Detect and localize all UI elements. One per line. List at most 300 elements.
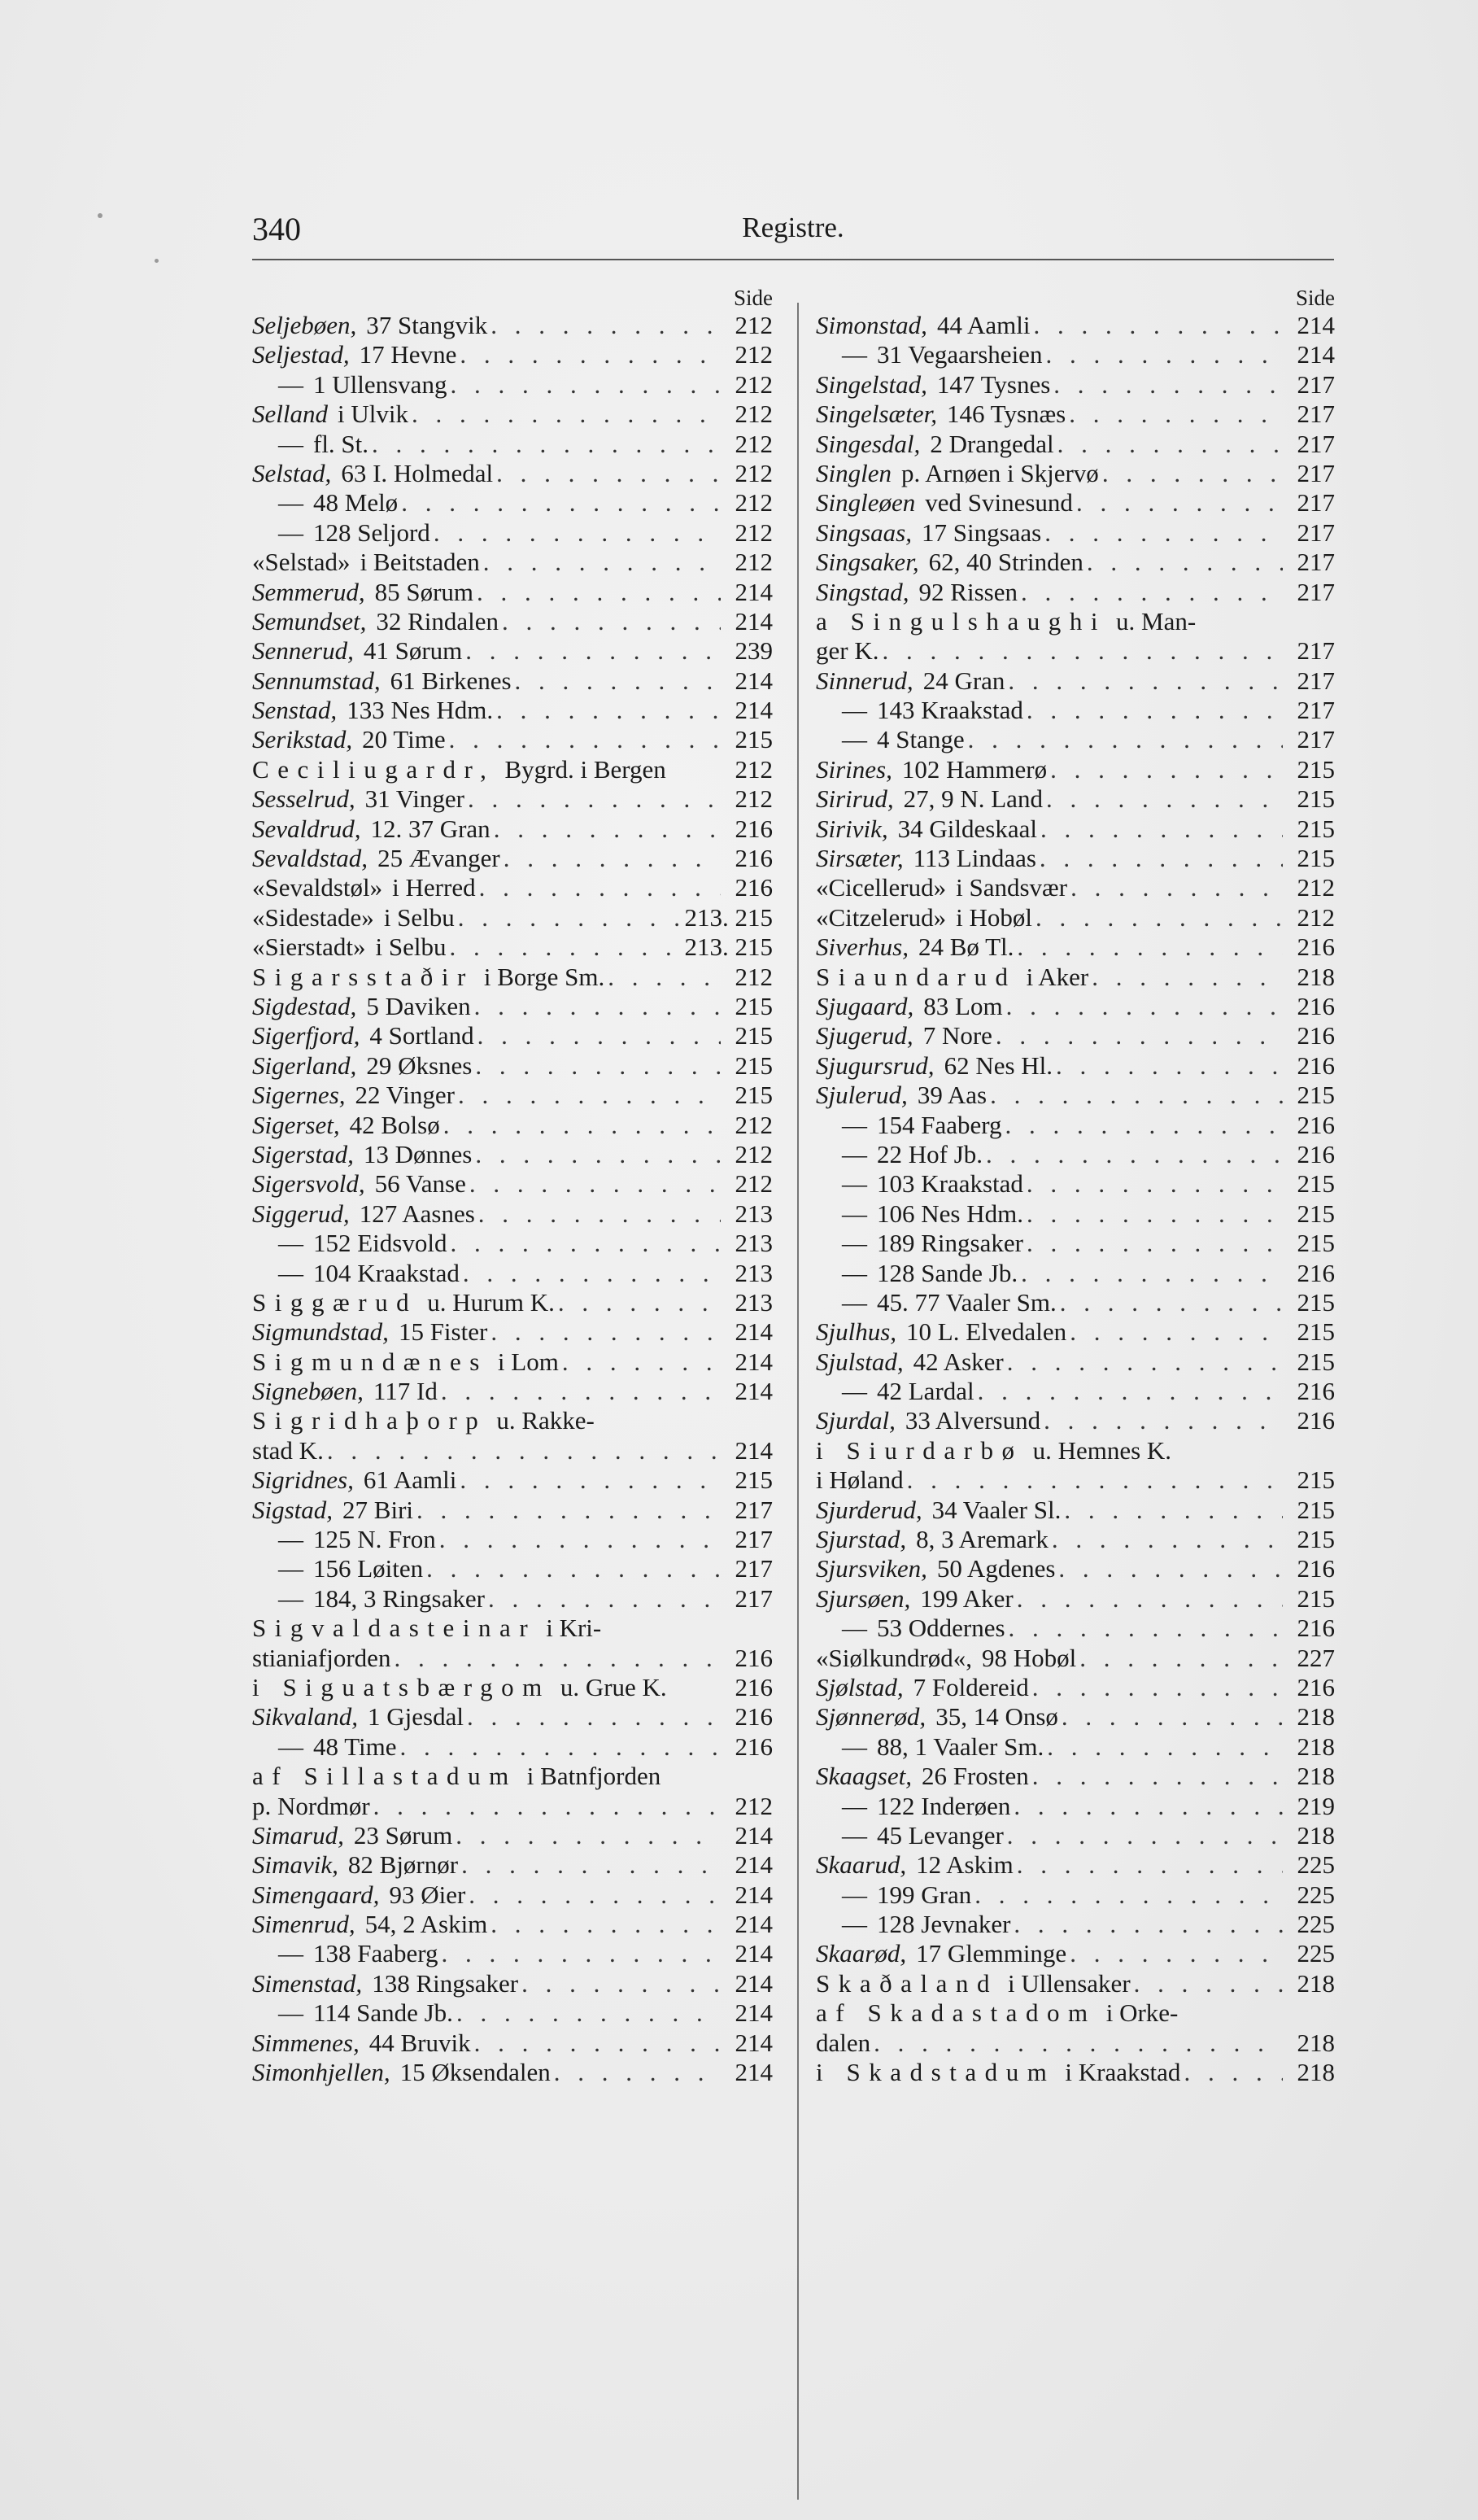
index-entry [252,1229,773,1258]
entry-name: Sigarsstaðir [252,962,474,991]
index-entry [252,784,773,814]
entry-description: 88, 1 Vaaler Sm. [877,1732,1044,1761]
index-entry [252,548,773,577]
entry-name: — [842,1199,867,1228]
page-reference: 217 [1297,725,1335,754]
page-reference: 215 [1297,1317,1335,1347]
page-reference: 215 [1297,1081,1335,1110]
index-entry [252,963,773,992]
entry-name: Siggerud, [252,1199,350,1228]
entry-description: 92 Rissen [918,577,1018,606]
index-entry [252,1317,773,1347]
leader-dots [554,2058,721,2087]
index-entry [816,430,1335,459]
entry-name: Sirsæter, [816,844,904,873]
page-reference: 216 [1297,932,1335,962]
page-reference: 215 [1297,754,1335,784]
entry-name: — [842,1258,867,1287]
page-header [252,210,1334,247]
leader-dots [449,932,681,962]
leader-dots [477,1021,721,1050]
page-reference: 225 [1297,1850,1335,1880]
leader-dots [1040,844,1283,873]
leader-dots [496,696,721,725]
index-entry [816,1762,1335,1791]
leader-dots [1005,1111,1283,1140]
index-entry [816,518,1335,548]
index-entry [816,1169,1335,1199]
page-reference: 218 [1297,1732,1335,1761]
index-entry [816,1939,1335,1968]
entry-description: 98 Hobøl [982,1643,1077,1672]
index-entry [816,1732,1335,1762]
entry-name: — [842,1910,867,1939]
page-reference: 212 [735,548,773,577]
page-reference: 215 [1297,1229,1335,1258]
leader-dots [1033,311,1283,340]
index-entry [816,1496,1335,1525]
leader-dots [475,1051,721,1081]
entry-name: — [842,1614,867,1643]
page-reference: 217 [735,1554,773,1583]
entry-name: — [842,1287,867,1317]
entry-name: Siverhus, [816,932,909,962]
entry-name: Simonhjellen, [252,2058,390,2087]
entry-name: Simavik, [252,1850,338,1880]
page-reference: 214 [1297,340,1335,369]
entry-name: Sigstad, [252,1495,334,1524]
index-entry [252,1465,773,1495]
leader-dots [1040,815,1283,844]
page-reference: 239 [735,636,773,666]
index-entry [816,1436,1335,1465]
entry-description: 24 Gran [922,666,1005,695]
entry-description: 199 Aker [920,1583,1014,1613]
leader-dots [504,844,721,873]
leader-dots [474,992,721,1021]
leader-dots [1060,1288,1283,1317]
entry-name: Simonstad, [816,311,927,339]
entry-description: 44 Aamli [936,311,1031,339]
index-entry [816,340,1335,369]
leader-dots [488,1584,721,1614]
entry-description: 42 Lardal [877,1377,974,1406]
entry-description: 45. 77 Vaaler Sm. [877,1287,1057,1317]
leader-dots [1070,1939,1283,1968]
page-reference: 215 [735,1465,773,1495]
entry-description: p. Arnøen i Skjervø [901,458,1099,487]
right-column [816,285,1335,2087]
index-entry [252,1762,773,1791]
leader-dots [1006,992,1283,1021]
index-entry [252,1021,773,1050]
index-entry [252,1792,773,1821]
page-reference: 217 [1297,400,1335,429]
page-speck [98,213,102,218]
entry-name: Simenrud, [252,1910,355,1939]
entry-name: Sesselrud, [252,784,355,814]
leader-dots [450,1229,721,1258]
entry-description: 15 Fister [398,1317,488,1347]
leader-dots [1032,1673,1283,1702]
entry-name: Simmenes, [252,2028,360,2057]
leader-dots [449,725,721,754]
entry-name: Sigdestad, [252,991,357,1020]
left-column [252,285,773,2087]
entry-description: 12. 37 Gran [370,814,490,843]
leader-dots [400,1732,721,1762]
page-reference: 216 [1297,1554,1335,1583]
page-reference: 218 [1297,2028,1335,2057]
entry-description: 48 Melø [313,488,399,518]
entry-name: — [278,369,303,399]
index-entry [816,1377,1335,1406]
index-entry [816,1821,1335,1850]
leader-dots [974,1880,1283,1910]
entry-description: 102 Hammerø [901,754,1048,784]
index-entry [252,340,773,369]
entry-name: Sjursøen, [816,1583,911,1613]
entry-description: 138 Faaberg [313,1939,438,1968]
entry-name: Semmerud, [252,577,365,606]
entry-name: — [278,1939,303,1968]
index-entry [252,1554,773,1583]
page-reference: 217 [1297,488,1335,518]
index-entry [816,1584,1335,1614]
entry-description: 113 Lindaas [913,844,1036,873]
entry-name: — [278,1229,303,1258]
entry-description: 156 Løiten [313,1554,424,1583]
entry-name: — [278,1258,303,1287]
entry-description: 143 Kraakstad [877,696,1023,725]
entry-name: Sigerset, [252,1110,340,1139]
leader-dots [968,725,1283,754]
index-entry [816,873,1335,902]
index-entry [816,2029,1335,2058]
index-entry [816,666,1335,696]
leader-dots [1058,1554,1283,1583]
entry-description: 56 Vanse [374,1169,466,1199]
entry-description: 125 N. Fron [313,1525,436,1554]
entry-name: «Siølkundrød«, [816,1643,973,1672]
right-entry-list [816,311,1335,2087]
index-entry [816,1614,1335,1643]
index-entry [816,1406,1335,1435]
page-reference: 214 [735,1435,773,1465]
index-entry [252,1702,773,1732]
entry-description: 82 Bjørnør [347,1850,459,1880]
entry-name: Sjurstad, [816,1525,907,1554]
page-reference: 213 [735,1229,773,1258]
entry-name: Sjurderud, [816,1495,922,1524]
entry-name: Simengaard, [252,1880,380,1909]
page-reference: 214 [735,1968,773,1998]
entry-name: — [278,1732,303,1761]
page-reference: 212 [735,754,773,784]
entry-name: — [842,1880,867,1909]
page-reference: 216 [1297,1672,1335,1701]
entry-name: i Skadstadum [816,2058,1056,2087]
entry-name: — [278,1525,303,1554]
entry-name: Sigerland, [252,1050,357,1080]
entry-name: Sjursviken, [816,1554,927,1583]
page-reference: 215 [735,1081,773,1110]
index-entry [252,1673,773,1702]
entry-name: Sjugerud, [816,1021,913,1050]
page-reference: 215 [1297,1495,1335,1524]
index-entry [252,815,773,844]
index-entry [252,1259,773,1288]
entry-name: Siaundarud [816,962,1017,991]
index-entry [252,1614,773,1643]
index-entry [252,725,773,754]
index-entry [252,1584,773,1614]
index-entry [816,1081,1335,1110]
entry-description: 33 Alversund [905,1406,1041,1435]
index-entry [252,488,773,518]
page-reference: 216 [735,1672,773,1701]
entry-description: u. Hemnes K. [1032,1435,1172,1465]
entry-description: 39 Aas [917,1081,988,1110]
entry-name: — [278,518,303,547]
left-column-heading: Side [733,286,773,310]
leader-dots [327,1436,721,1465]
entry-name: Sjulerud, [816,1081,908,1110]
leader-dots [882,636,1283,666]
entry-name: a Singulshaughi [816,606,1107,635]
leader-dots [996,1021,1283,1050]
index-entry [252,311,773,340]
entry-name: Sennumstad, [252,666,381,695]
entry-description: i Kri- [546,1614,602,1643]
leader-dots [502,607,721,636]
entry-description: stianiafjorden [252,1643,391,1672]
page-reference: 218 [1297,1762,1335,1791]
entry-description: dalen [816,2028,871,2057]
page-reference: 216 [1297,1021,1335,1050]
entry-description: 1 Gjesdal [368,1702,464,1732]
entry-description: 83 Lom [923,991,1003,1020]
leader-dots [1021,578,1283,607]
entry-description: 63 I. Holmedal [341,458,494,487]
entry-name: — [278,429,303,458]
page-reference: 215 [1297,784,1335,814]
page-reference: 214 [735,1377,773,1406]
index-entry [252,459,773,488]
page-reference: 215 [1297,1525,1335,1554]
entry-name: Sigersvold, [252,1169,365,1199]
index-entry [816,903,1335,932]
index-entry [816,1140,1335,1169]
leader-dots [1102,459,1283,488]
entry-name: Sikvaland, [252,1702,358,1732]
entry-name: Siggærud [252,1287,418,1317]
entry-description: 12 Askim [916,1850,1014,1880]
leader-dots [990,1081,1283,1110]
entry-description: 34 Vaaler Sl. [931,1495,1062,1524]
entry-description: 138 Ringsaker [372,1968,519,1998]
leader-dots [401,488,721,518]
page-reference: 217 [1297,458,1335,487]
entry-description: 7 Nore [922,1021,992,1050]
page-reference: 217 [1297,518,1335,547]
leader-dots [1044,1406,1283,1435]
page-reference: 214 [735,2058,773,2087]
index-entry [816,2058,1335,2087]
page-reference: 215 [735,991,773,1020]
page-reference: 216 [735,1643,773,1672]
page-reference: 218 [1297,1820,1335,1850]
page-reference: 214 [735,1998,773,2028]
page-reference: 225 [1297,1939,1335,1968]
leader-dots [1044,518,1283,548]
index-entry [816,1111,1335,1140]
leader-dots [1079,1644,1283,1673]
page-reference: 212 [735,400,773,429]
entry-name: — [278,1583,303,1613]
page-reference: 213 [735,1199,773,1228]
leader-dots [373,1792,721,1821]
leader-dots [1007,1821,1283,1850]
leader-dots [1064,1496,1283,1525]
entry-description: 122 Inderøen [877,1791,1011,1820]
leader-dots [463,1259,721,1288]
index-entry [252,1377,773,1406]
page-reference: 214 [735,1317,773,1347]
index-entry [252,873,773,902]
leader-dots [478,1199,721,1229]
page-reference: 213 [735,1287,773,1317]
entry-name: Singesdal, [816,429,921,458]
entry-name: Singlen [816,458,892,487]
entry-description: i Kraakstad [1065,2058,1181,2087]
index-entry [816,1317,1335,1347]
index-entry [816,578,1335,607]
right-column-heading: Side [1295,286,1335,310]
index-entry [252,1850,773,1880]
entry-description: i Sandsvær [956,873,1068,902]
leader-dots [465,636,721,666]
index-entry [252,1969,773,1998]
entry-description: 128 Seljord [313,518,430,547]
index-entry [816,1051,1335,1081]
column-divider [797,303,799,2500]
entry-description: i Hobøl [956,902,1032,932]
page-reference: 225 [1297,1910,1335,1939]
entry-description: u. Rakke- [496,1406,595,1435]
entry-description: p. Nordmør [252,1791,370,1820]
entry-description: 103 Kraakstad [877,1169,1023,1199]
entry-name: Sjølstad, [816,1672,904,1701]
index-entry [252,1051,773,1081]
index-entry [816,1259,1335,1288]
entry-description: u. Man- [1116,606,1197,635]
page-reference: 214 [735,606,773,635]
leader-dots [456,1821,721,1850]
entry-name: i Siurdarbø [816,1435,1023,1465]
entry-name: Serikstad, [252,725,353,754]
entry-description: 25 Ævanger [377,844,500,873]
entry-name: Sirivik, [816,814,888,843]
entry-description: 23 Sørum [353,1820,453,1850]
index-entry [252,1732,773,1762]
page-reference: 212 [735,1791,773,1820]
page-reference: 216 [735,873,773,902]
page-reference: 217 [1297,369,1335,399]
leader-dots [474,2029,721,2058]
entry-description: i Ullensaker [1008,1968,1131,1998]
entry-description: 5 Daviken [366,991,471,1020]
entry-description: i Høland [816,1465,904,1495]
entry-description: 106 Nes Hdm. [877,1199,1023,1228]
leader-dots [978,1377,1283,1406]
leader-dots [442,1939,721,1968]
leader-dots [521,1969,721,1998]
entry-description: u. Grue K. [560,1672,667,1701]
entry-name: Semundset, [252,606,367,635]
leader-dots [460,340,721,369]
entry-description: i Ulvik [338,400,408,429]
page-reference: 214 [735,1910,773,1939]
entry-description: i Orke- [1105,1998,1179,2028]
page-reference: 216 [735,844,773,873]
page-reference: 217 [1297,696,1335,725]
index-entry [816,815,1335,844]
leader-dots [558,1288,721,1317]
leader-dots [1032,1762,1283,1791]
page-reference: 216 [735,1702,773,1732]
entry-description: 93 Øier [389,1880,466,1909]
entry-description: 114 Sande Jb. [313,1998,453,2028]
entry-description: 17 Glemminge [916,1939,1067,1968]
index-entry [252,1081,773,1110]
entry-name: — [278,1554,303,1583]
leader-dots [515,666,721,696]
leader-dots [483,548,721,577]
leader-dots [372,430,721,459]
index-entry [252,1199,773,1229]
header-rule [252,259,1334,260]
entry-description: 34 Gildeskaal [897,814,1037,843]
entry-name: Sigernes, [252,1081,346,1110]
entry-description: i Beitstaden [360,548,480,577]
entry-description: 2 Drangedal [930,429,1054,458]
page-reference: 219 [1297,1791,1335,1820]
entry-name: Seljebøen, [252,311,357,339]
page-reference: 217 [1297,666,1335,695]
entry-name: Sigridhaþorp [252,1406,487,1435]
page-reference: 212 [735,1110,773,1139]
entry-description: u. Hurum K. [427,1287,555,1317]
leader-dots [1027,1169,1283,1199]
entry-name: Sigerstad, [252,1139,354,1168]
index-entry [252,1910,773,1939]
page-reference: 212 [735,488,773,518]
index-entry [816,1644,1335,1673]
leader-dots [496,459,721,488]
index-entry [252,1496,773,1525]
leader-dots [1035,903,1283,932]
entry-name: Sjugaard, [816,991,914,1020]
entry-name: — [278,488,303,518]
entry-description: 104 Kraakstad [313,1258,460,1287]
entry-name: Sirirud, [816,784,894,814]
entry-name: Sjugursrud, [816,1050,935,1080]
entry-name: Sigerfjord, [252,1021,360,1050]
entry-description: i Borge Sm. [483,962,605,991]
index-entry [252,1140,773,1169]
entry-name: Sjulstad, [816,1347,904,1376]
